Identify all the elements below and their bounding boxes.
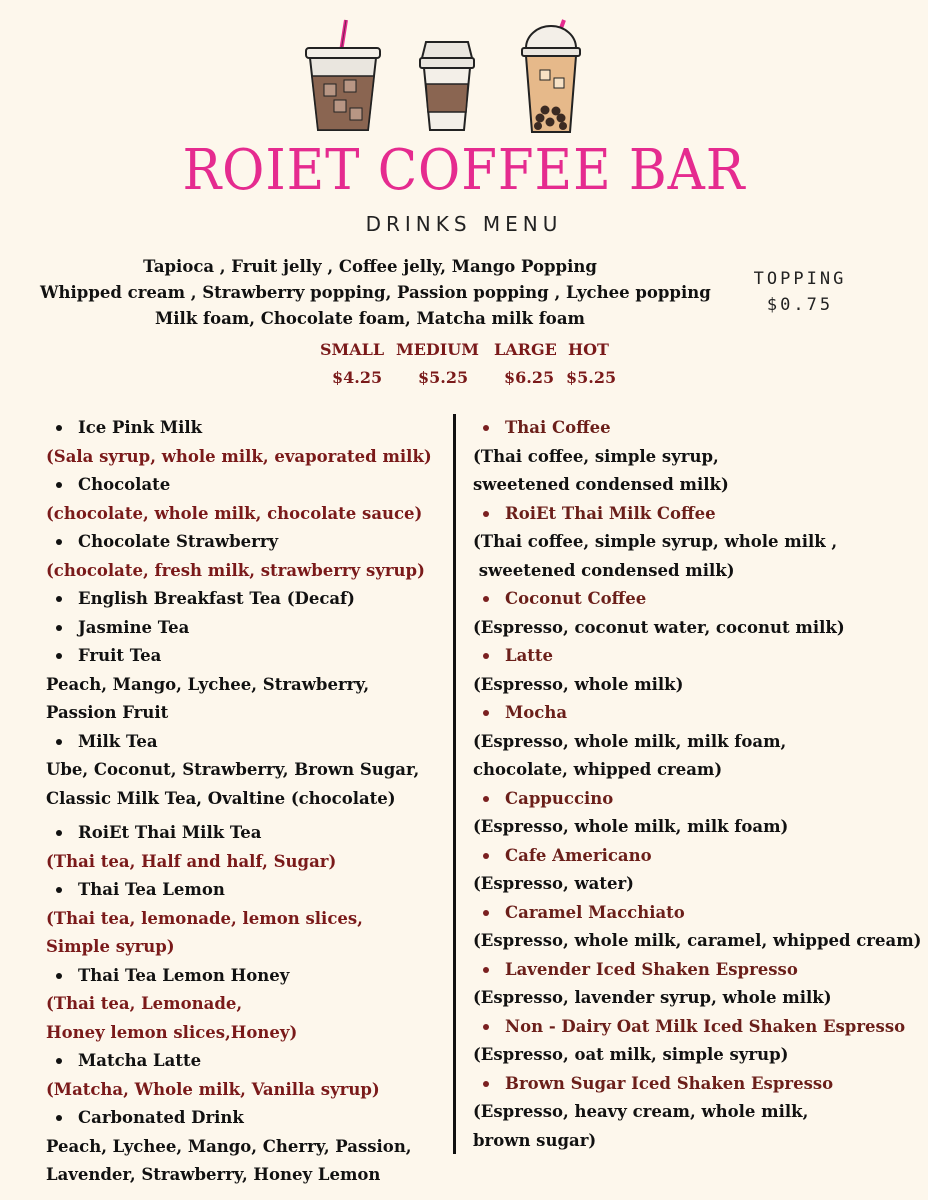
menu-item-desc: (Thai coffee, simple syrup, whole milk ,: [473, 532, 838, 551]
menu-item-name: Ice Pink Milk: [46, 414, 446, 443]
column-divider: [453, 414, 456, 1154]
menu-item-desc: Simple syrup): [46, 937, 175, 956]
size-label-hot: HOT: [568, 340, 609, 359]
menu-item-desc: Peach, Mango, Lychee, Strawberry,: [46, 674, 370, 694]
size-price-hot: $5.25: [566, 368, 617, 387]
size-label-medium: MEDIUM: [396, 340, 479, 359]
page-title: ROIET COFFEE BAR: [182, 138, 746, 203]
hot-coffee-cup-icon: [416, 18, 478, 136]
menu-item-desc: (Thai tea, Lemonade,: [46, 994, 243, 1013]
menu-item-name: RoiEt Thai Milk Tea: [46, 819, 446, 848]
menu-item-desc: (Thai tea, Half and half, Sugar): [46, 851, 337, 871]
menu-item-desc: sweetened condensed milk): [473, 475, 729, 494]
menu-item-desc: (Espresso, water): [473, 874, 634, 893]
size-price-medium: $5.25: [418, 368, 469, 387]
menu-item-desc: (Thai tea, lemonade, lemon slices,: [46, 908, 363, 928]
iced-coffee-icon: [300, 18, 386, 136]
menu-item-name: Caramel Macchiato: [473, 899, 923, 928]
menu-item-desc: (Espresso, whole milk, milk foam): [473, 817, 789, 836]
menu-item-name: Thai Coffee: [473, 414, 923, 443]
menu-item-desc: (Espresso, heavy cream, whole milk,: [473, 1102, 809, 1121]
size-label-large: LARGE: [494, 340, 557, 359]
toppings-line: Whipped cream , Strawberry popping, Passion popping , Lychee popping: [40, 283, 711, 302]
menu-item-name: Cafe Americano: [473, 842, 923, 871]
menu-item-name: Thai Tea Lemon: [46, 876, 446, 905]
toppings-line: Tapioca , Fruit jelly , Coffee jelly, Mango Popping: [143, 257, 597, 276]
menu-item-desc: (Espresso, lavender syrup, whole milk): [473, 988, 832, 1007]
topping-label: TOPPING: [753, 269, 847, 289]
menu-item-name: Latte: [473, 642, 923, 671]
topping-price: $0.75: [766, 295, 834, 315]
header-illustrations: [0, 18, 928, 138]
menu-item-desc: (Sala syrup, whole milk, evaporated milk): [46, 446, 432, 466]
size-price-small: $4.25: [332, 368, 383, 387]
menu-item-desc: Honey lemon slices,Honey): [46, 1022, 298, 1042]
menu-item-name: Carbonated Drink: [46, 1104, 446, 1133]
menu-item-desc: chocolate, whipped cream): [473, 760, 723, 779]
menu-item-name: Cappuccino: [473, 785, 923, 814]
menu-item-name: Mocha: [473, 699, 923, 728]
menu-item-desc: (Espresso, oat milk, simple syrup): [473, 1045, 789, 1064]
menu-item-name: RoiEt Thai Milk Coffee: [473, 500, 923, 529]
menu-item-desc: (Espresso, whole milk): [473, 674, 684, 694]
menu-item-name: Milk Tea: [46, 728, 446, 757]
topping-price-box: [740, 266, 860, 318]
menu-item-desc: Ube, Coconut, Strawberry, Brown Sugar,: [46, 760, 420, 779]
menu-item-name: Jasmine Tea: [46, 614, 446, 643]
toppings-line: Milk foam, Chocolate foam, Matcha milk foam: [155, 309, 585, 328]
menu-item-desc: brown sugar): [473, 1130, 597, 1150]
menu-item-desc: Peach, Lychee, Mango, Cherry, Passion,: [46, 1136, 412, 1156]
menu-item-name: Chocolate: [46, 471, 446, 500]
menu-item-desc: (Espresso, whole milk, milk foam,: [473, 731, 787, 751]
menu-item-name: Chocolate Strawberry: [46, 528, 446, 557]
menu-item-name: Matcha Latte: [46, 1047, 446, 1076]
menu-item-name: English Breakfast Tea (Decaf): [46, 585, 446, 614]
menu-item-name: Thai Tea Lemon Honey: [46, 962, 446, 991]
menu-item-desc: (Thai coffee, simple syrup,: [473, 446, 719, 466]
menu-item-name: Coconut Coffee: [473, 585, 923, 614]
menu-item-desc: Lavender, Strawberry, Honey Lemon: [46, 1165, 381, 1184]
menu-item-name: Non - Dairy Oat Milk Iced Shaken Espresso: [473, 1013, 923, 1042]
menu-item-name: Lavender Iced Shaken Espresso: [473, 956, 923, 985]
menu-item-desc: Classic Milk Tea, Ovaltine (chocolate): [46, 788, 396, 808]
right-menu-column: [473, 414, 923, 1155]
size-label-small: SMALL: [320, 340, 385, 359]
menu-item-desc: Passion Fruit: [46, 703, 169, 722]
size-price-table: [316, 340, 636, 396]
toppings-list: [40, 254, 711, 332]
menu-item-desc: (Matcha, Whole milk, Vanilla syrup): [46, 1079, 380, 1099]
menu-item-desc: (chocolate, fresh milk, strawberry syrup): [46, 560, 425, 580]
menu-item-name: Brown Sugar Iced Shaken Espresso: [473, 1070, 923, 1099]
menu-item-name: Fruit Tea: [46, 642, 446, 671]
bubble-tea-icon: [518, 18, 584, 138]
menu-item-desc: (chocolate, whole milk, chocolate sauce): [46, 503, 423, 523]
size-price-large: $6.25: [504, 368, 555, 387]
menu-item-desc: (Espresso, whole milk, caramel, whipped cream): [473, 931, 922, 950]
page-subtitle: DRINKS MENU: [365, 212, 563, 236]
menu-item-desc: sweetened condensed milk): [473, 560, 735, 580]
left-menu-column: [46, 414, 446, 1190]
menu-item-desc: (Espresso, coconut water, coconut milk): [473, 617, 845, 637]
